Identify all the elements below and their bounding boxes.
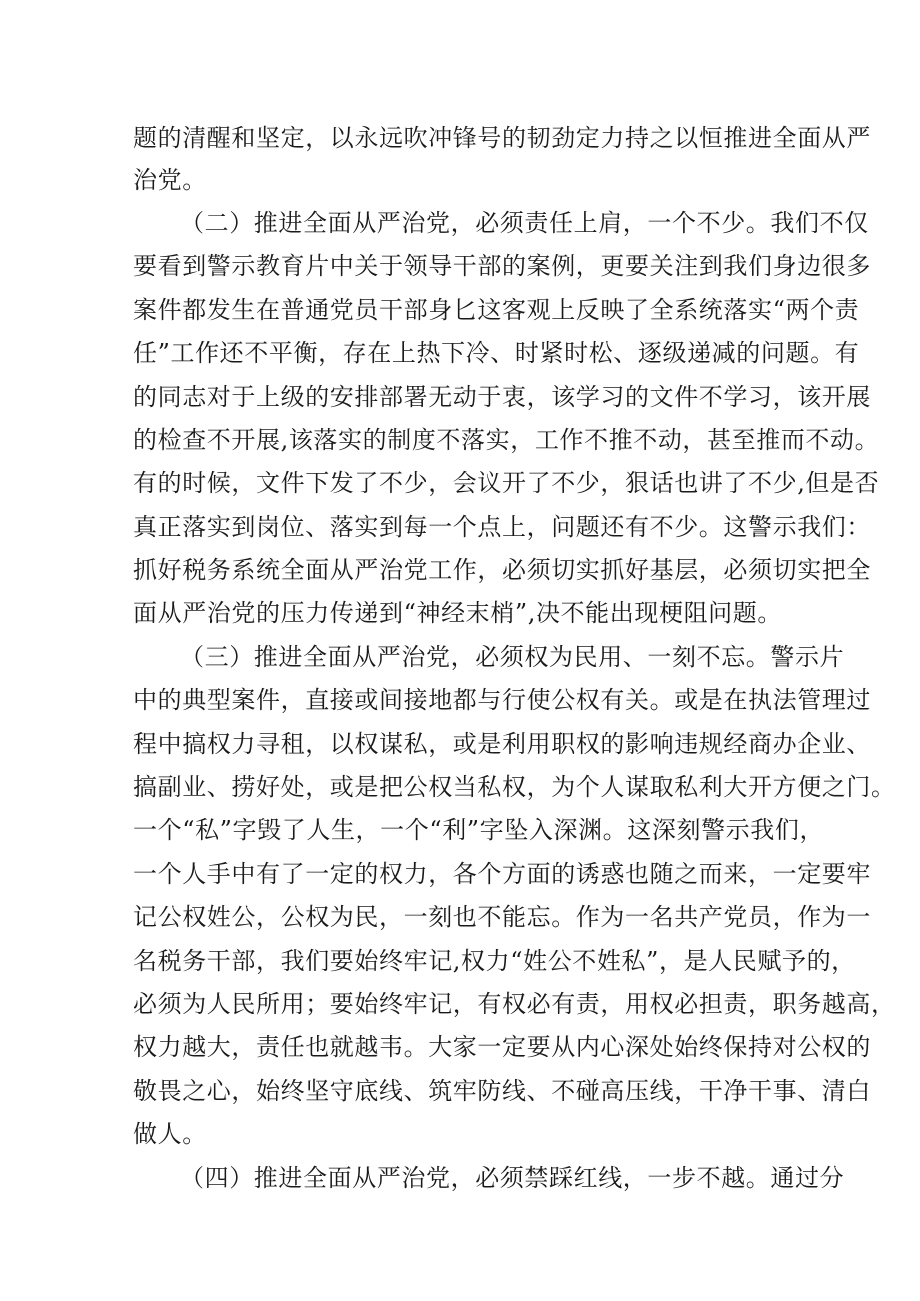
- text-line-22: 权力越大，责任也就越韦。大家一定要从内心深处始终保持对公权的: [133, 1033, 871, 1061]
- text-line-5: 案件都发生在普通党员干部身匕这客观上反映了全系统落实“两个责: [133, 296, 860, 324]
- text-line-23: 敬畏之心，始终坚守底线、筑牢防线、不碰高压线，干净干事、清白: [133, 1077, 871, 1105]
- text-line-10: 真正落实到岗位、落实到每一个点上，问题还有不少。这警示我们：: [133, 513, 871, 541]
- text-line-8: 的检查不开展,该落实的制度不落实，工作不推不动，甚至推而不动。: [133, 426, 880, 454]
- text-line-2: 治党。: [133, 166, 207, 194]
- text-line-18: 一个人手中有了一定的权力，各个方面的诱惑也随之而来，一定要牢: [133, 860, 871, 888]
- text-line-19: 记公权姓公，公权为民，一刻也不能忘。作为一名共产党员，作为一: [133, 903, 871, 931]
- text-line-6: 任”工作还不平衡，存在上热下冷、时紧时松、逐级递减的问题。有: [133, 339, 860, 367]
- text-line-17: 一个“私”字毁了人生，一个“利”字坠入深渊。这深刻警示我们，: [133, 816, 825, 844]
- text-line-16: 搞副业、捞好处，或是把公权当私权，为个人谋取私利大开方便之门。: [133, 773, 896, 801]
- text-line-1: 题的清醒和坚定，以永远吹冲锋号的韧劲定力持之以恒推进全面从严: [133, 124, 871, 152]
- text-line-21: 必须为人民所用；要始终牢记，有权必有责，用权必担责，职务越高，: [133, 990, 896, 1018]
- text-line-15: 程中搞权力寻租，以权谋私，或是利用职权的影响违规经商办企业、: [133, 730, 871, 758]
- text-line-9: 有的时候，文件下发了不少，会议开了不少，狠话也讲了不少,但是否: [133, 469, 880, 497]
- text-line-4: 要看到警示教育片中关于领导干部的案例，更要关注到我们身边很多: [133, 252, 871, 280]
- text-line-20: 名税务干部，我们要始终牢记,权力“姓公不姓私”，是人民赋予的，: [133, 947, 856, 975]
- text-line-12: 面从严治党的压力传递到“神经末梢”,决不能出现梗阻问题。: [133, 599, 782, 627]
- section-4-heading-line: （四）推进全面从严治党，必须禁踩红线，一步不越。通过分: [180, 1164, 845, 1192]
- text-line-7: 的同志对于上级的安排部署无动于衷，该学习的文件不学习，该开展: [133, 383, 871, 411]
- section-2-heading-line: （二）推进全面从严治党，必须责任上肩，一个不少。我们不仅: [180, 209, 869, 237]
- section-3-heading-line: （三）推进全面从严治党，必须权为民用、一刻不忘。警示片: [180, 643, 845, 671]
- text-line-11: 抓好税务系统全面从严治党工作，必须切实抓好基层，必须切实把全: [133, 556, 871, 584]
- text-line-14: 中的典型案件，直接或间接地都与行使公权有关。或是在执法管理过: [133, 686, 871, 714]
- text-line-24: 做人。: [133, 1120, 207, 1148]
